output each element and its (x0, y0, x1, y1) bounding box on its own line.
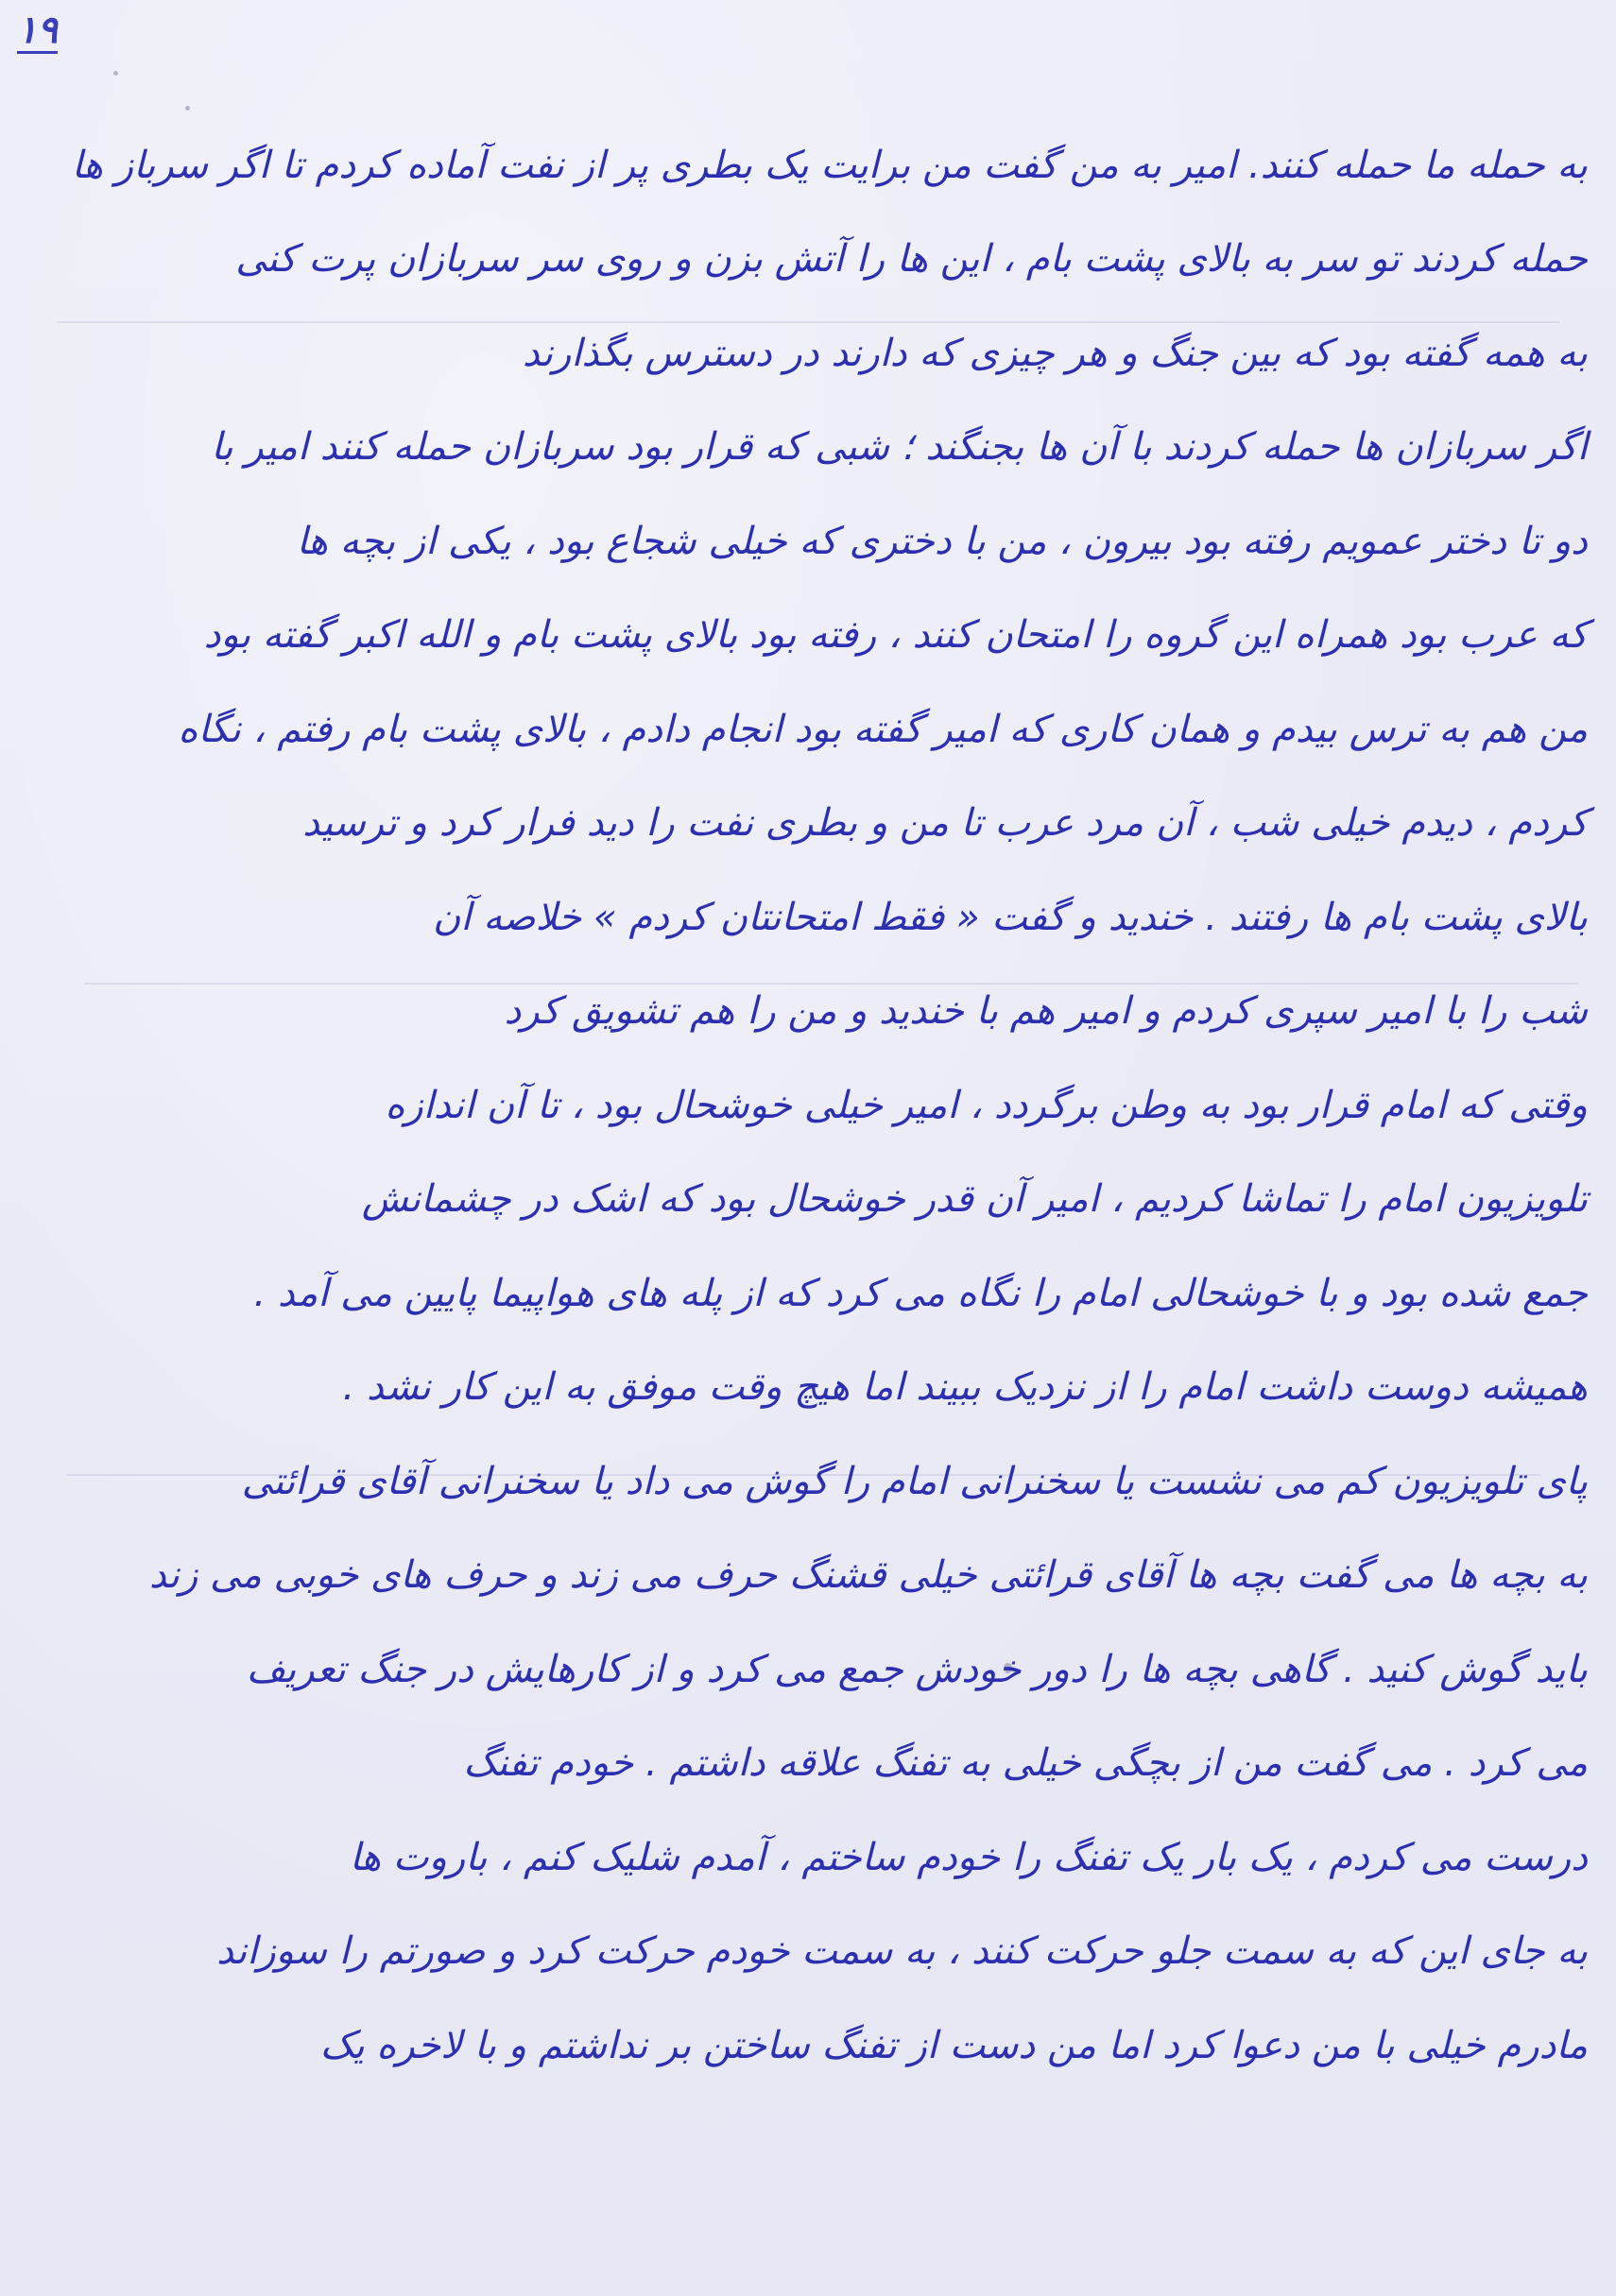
text-line-9: بالای پشت بام ها رفتند . خندید و گفت « فقط امتحانتان کردم » خلاصه آن (433, 895, 1588, 939)
text-line-18: می کرد . می گفت من از بچگی خیلی به تفنگ علاقه داشتم . خودم تفنگ (463, 1741, 1588, 1785)
text-line-15: پای تلویزیون کم می نشست یا سخنرانی امام را گوش می داد یا سخنرانی آقای قرائتی (241, 1459, 1588, 1503)
text-line-3: به همه گفته بود که بین جنگ و هر چیزی که دارند در دسترس بگذارند (522, 331, 1588, 375)
handwritten-text (28, 109, 1588, 2083)
text-line-11: وقتی که امام قرار بود به وطن برگردد ، امیر خیلی خوشحال بود ، تا آن اندازه (385, 1083, 1588, 1127)
text-line-7: من هم به ترس بیدم و همان کاری که امیر گفته بود انجام دادم ، بالای پشت بام رفتم ، نگاه (178, 707, 1588, 751)
text-line-16: به بچه ها می گفت بچه ها آقای قرائتی خیلی قشنگ حرف می زند و حرف های خوبی می زند (148, 1553, 1588, 1597)
text-line-4: اگر سربازان ها حمله کردند با آن ها بجنگند ؛ شبی که قرار بود سربازان حمله کنند امیر با (211, 425, 1588, 469)
text-line-20: به جای این که به سمت جلو حرکت کنند ، به سمت خودم حرکت کرد و صورتم را سوزاند (216, 1929, 1588, 1973)
text-line-19: درست می کردم ، یک بار یک تفنگ را خودم ساختم ، آمدم شلیک کنم ، باروت ها (349, 1835, 1588, 1879)
text-line-2: حمله کردند تو سر به بالای پشت بام ، این ها را آتش بزن و روی سر سربازان پرت کنی (235, 237, 1588, 281)
text-line-21: مادرم خیلی با من دعوا کرد اما من دست از تفنگ ساختن بر نداشتم و با لاخره یک (319, 2023, 1588, 2067)
text-line-13: جمع شده بود و با خوشحالی امام را نگاه می کرد که از پله های هواپیما پایین می آمد . (253, 1271, 1588, 1315)
text-line-14: همیشه دوست داشت امام را از نزدیک ببیند اما هیچ وقت موفق به این کار نشد . (342, 1365, 1588, 1409)
paper-speck (113, 71, 118, 76)
text-line-1: به حمله ما حمله کنند. امیر به من گفت من برایت یک بطری پر از نفت آماده کردم تا اگر سرباز ها (71, 143, 1588, 187)
page-number: ۱۹ (17, 9, 58, 52)
text-line-10: شب را با امیر سپری کردم و امیر هم با خندید و من را هم تشویق کرد (504, 989, 1588, 1033)
text-line-5: دو تا دختر عمویم رفته بود بیرون ، من با دختری که خیلی شجاع بود ، یکی از بچه ها (296, 519, 1588, 563)
text-line-8: کردم ، دیدم خیلی شب ، آن مرد عرب تا من و بطری نفت را دید فرار کرد و ترسید (302, 801, 1588, 845)
text-line-17: باید گوش کنید . گاهی بچه ها را دور خودش جمع می کرد و از کارهایش در جنگ تعریف (246, 1647, 1588, 1691)
text-line-6: که عرب بود همراه این گروه را امتحان کنند ، رفته بود بالای پشت بام و الله اکبر گفته بود (203, 613, 1588, 657)
text-line-12: تلویزیون امام را تماشا کردیم ، امیر آن قدر خوشحال بود که اشک در چشمانش (361, 1177, 1588, 1221)
